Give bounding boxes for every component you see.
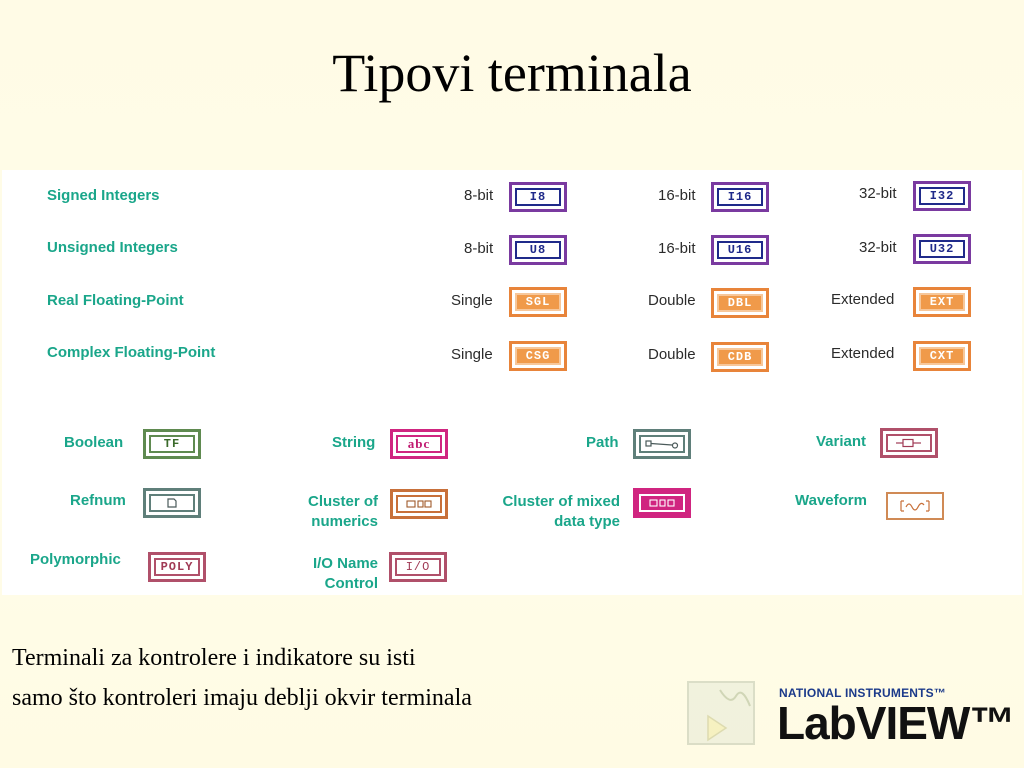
- size-label: 8-bit: [464, 240, 494, 257]
- size-label: 16-bit: [658, 187, 696, 204]
- terminal-cluster-mixed: [633, 488, 691, 518]
- label-io-name-control: I/O Name Control: [312, 555, 378, 592]
- row-label-unsigned-integers: Unsigned Integers: [47, 239, 178, 256]
- size-label: 16-bit: [658, 240, 696, 257]
- terminal-types-panel: [2, 170, 1022, 595]
- label-polymorphic: Polymorphic: [30, 551, 121, 568]
- row-label-signed-integers: Signed Integers: [47, 187, 160, 204]
- terminal-i8: I8: [509, 182, 567, 212]
- terminal-path: [633, 429, 691, 459]
- slide-title: Tipovi terminala: [332, 43, 692, 103]
- footer-text-line-2: samo što kontroleri imaju deblji okvir terminala: [12, 685, 472, 711]
- precision-label: Double: [648, 346, 696, 363]
- terminal-cdb: CDB: [711, 342, 769, 372]
- terminal-csg: CSG: [509, 341, 567, 371]
- refnum-glyph-icon: [149, 494, 195, 512]
- variant-glyph-icon: [886, 434, 932, 452]
- terminal-u32: U32: [913, 234, 971, 264]
- row-label-real-floating-point: Real Floating-Point: [47, 292, 184, 309]
- precision-label: Extended: [831, 345, 895, 362]
- terminal-boolean: TF: [143, 429, 201, 459]
- terminal-refnum: [143, 488, 201, 518]
- terminal-variant: [880, 428, 938, 458]
- cluster-mixed-glyph-icon: [639, 494, 685, 512]
- terminal-polymorphic: POLY: [148, 552, 206, 582]
- terminal-u8: U8: [509, 235, 567, 265]
- terminal-i32: I32: [913, 181, 971, 211]
- path-glyph-icon: [639, 435, 685, 453]
- size-label: 32-bit: [859, 185, 897, 202]
- label-cluster-numerics: Cluster of numerics: [307, 493, 378, 530]
- terminal-cluster-numerics: [390, 489, 448, 519]
- terminal-waveform: [886, 492, 944, 520]
- label-path: Path: [586, 434, 619, 451]
- cluster-numerics-glyph-icon: [396, 495, 442, 513]
- terminal-string: abc: [390, 429, 448, 459]
- labview-logo-text: LabVIEW™: [777, 697, 1015, 749]
- labview-icon: [680, 676, 764, 752]
- label-boolean: Boolean: [64, 434, 124, 451]
- label-waveform: Waveform: [795, 492, 867, 509]
- ni-company-logo-text: NATIONAL INSTRUMENTS™: [779, 686, 947, 700]
- terminal-cxt: CXT: [913, 341, 971, 371]
- size-label: 8-bit: [464, 187, 494, 204]
- terminal-dbl: DBL: [711, 288, 769, 318]
- row-label-complex-floating-point: Complex Floating-Point: [47, 344, 216, 361]
- size-label: 32-bit: [859, 239, 897, 256]
- terminal-ext: EXT: [913, 287, 971, 317]
- precision-label: Extended: [831, 291, 895, 308]
- footer-text-line-1: Terminali za kontrolere i indikatore su isti: [12, 645, 416, 671]
- label-string: String: [332, 434, 376, 451]
- terminal-sgl: SGL: [509, 287, 567, 317]
- terminal-u16: U16: [711, 235, 769, 265]
- label-refnum: Refnum: [70, 492, 126, 509]
- precision-label: Double: [648, 292, 696, 309]
- label-variant: Variant: [816, 433, 867, 450]
- precision-label: Single: [451, 346, 493, 363]
- label-cluster-mixed: Cluster of mixed data type: [502, 493, 620, 530]
- precision-label: Single: [451, 292, 493, 309]
- terminal-io-name: I/O: [389, 552, 447, 582]
- terminal-i16: I16: [711, 182, 769, 212]
- waveform-glyph-icon: [892, 497, 938, 515]
